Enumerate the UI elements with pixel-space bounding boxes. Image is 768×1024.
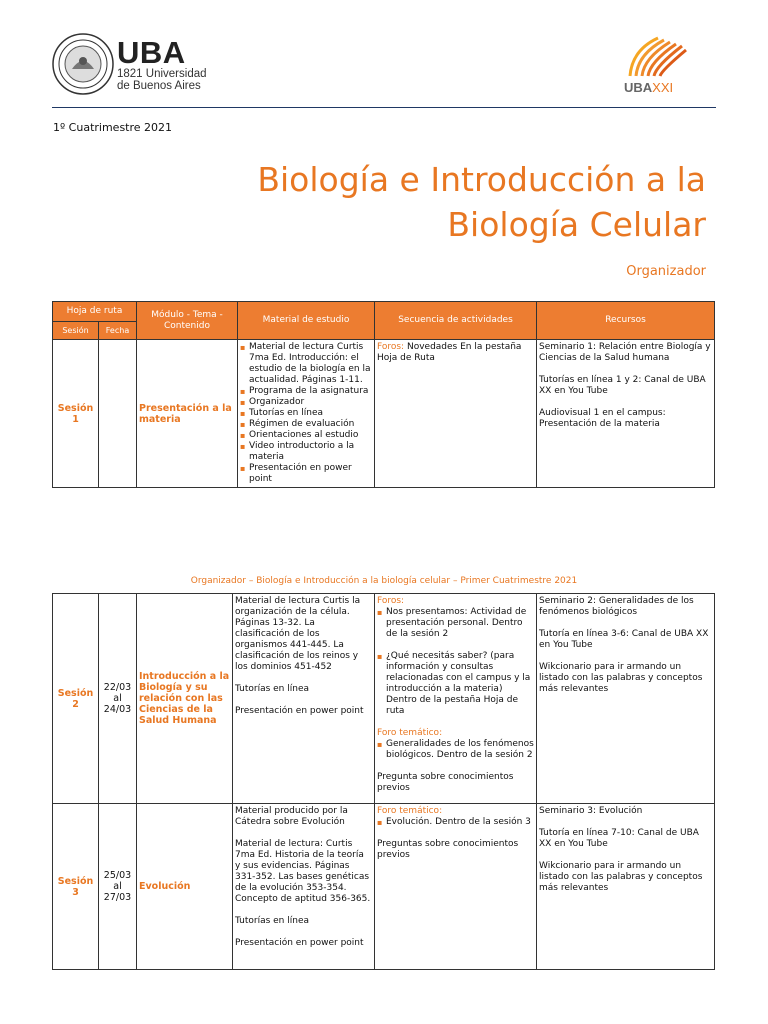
uba-seal-logo	[52, 33, 114, 95]
resource-item: Seminario 1: Relación entre Biología y Ciencias de la Salud humana	[539, 342, 711, 363]
ubaxxi-wordmark: UBAXXI	[624, 80, 674, 95]
list-item: ▪ Evolución. Dentro de la sesión 3	[386, 817, 534, 828]
date-cell: 22/03 al 24/03	[99, 594, 137, 804]
module-cell: Evolución	[137, 804, 233, 970]
table-row	[53, 594, 715, 804]
list-item: ▪ Video introductorio a la materia	[249, 441, 372, 463]
resource-item: Tutoría en línea 7-10: Canal de UBA XX en You Tube	[539, 828, 699, 849]
session-cell: Sesión 1	[53, 340, 99, 488]
resources-cell	[537, 594, 715, 804]
page-subtitle: Organizador	[626, 264, 706, 279]
table-row	[53, 804, 715, 970]
header-recursos: Recursos	[537, 302, 715, 340]
activities-cell	[375, 804, 537, 970]
material-item: Material producido por la Cátedra sobre Evolución	[235, 806, 348, 827]
material-item: Presentación en power point	[235, 938, 364, 948]
uba-line-2: de Buenos Aires	[117, 80, 201, 92]
schedule-table-1	[52, 301, 715, 488]
header-sesion: Sesión	[53, 322, 99, 340]
resource-item: Seminario 2: Generalidades de los fenómenos biológicos	[539, 596, 694, 617]
material-cell	[238, 340, 375, 488]
term-label: 1º Cuatrimestre 2021	[53, 121, 173, 134]
module-cell: Presentación a la materia	[137, 340, 238, 488]
forum-text: Novedades En la pestaña Hoja de Ruta	[377, 342, 522, 363]
forum-topic-label: Foro temático:	[377, 728, 443, 738]
date-cell: 25/03 al 27/03	[99, 804, 137, 970]
header-secuencia: Secuencia de actividades	[375, 302, 537, 340]
list-item: ▪ Organizador	[249, 397, 372, 408]
uba-name: UBA	[117, 35, 186, 70]
uba-wordmark	[117, 35, 207, 92]
session-cell: Sesión 3	[53, 804, 99, 970]
resources-cell	[537, 340, 715, 488]
resource-item: Tutoría en línea 3-6: Canal de UBA XX en You Tube	[539, 629, 709, 650]
material-cell	[233, 594, 375, 804]
list-item: ▪ ¿Qué necesitás saber? (para información y consultas relacionadas con el campus y la introducción a la materia) Dentro de la pestaña Hoja de ruta	[386, 651, 534, 717]
header-hoja-de-ruta: Hoja de ruta	[53, 302, 137, 322]
date-cell	[99, 340, 137, 488]
header-modulo: Módulo - Tema - Contenido	[137, 302, 238, 340]
forum-label: Foros:	[377, 596, 405, 606]
activities-cell	[375, 340, 537, 488]
page-title: Biología e Introducción a la Biología Celular	[257, 160, 706, 244]
header-material: Material de estudio	[238, 302, 375, 340]
schedule-table-2	[52, 593, 715, 970]
material-item: Material de lectura Curtis la organización de la célula. Páginas 13-32. La clasificación de los organismos 441-445. La clasificación de los reinos y los dominios 451-452	[235, 596, 361, 672]
list-item: ▪ Nos presentamos: Actividad de presentación personal. Dentro de la sesión 2	[386, 607, 534, 640]
forum-topic-label: Foro temático:	[377, 806, 443, 816]
table-row	[53, 340, 715, 488]
material-item: Tutorías en línea	[235, 684, 309, 694]
list-item: ▪ Programa de la asignatura	[249, 386, 372, 397]
resources-cell	[537, 804, 715, 970]
material-item: Material de lectura: Curtis 7ma Ed. Historia de la teoría y sus evidencias. Páginas 331-352. Las bases genéticas de la evolución 353-354. Concepto de aptitud 356-365.	[235, 839, 371, 904]
list-item: ▪ Presentación en power point	[249, 463, 372, 485]
list-item: ▪ Material de lectura Curtis 7ma Ed. Introducción: el estudio de la biología en la actualidad. Páginas 1-11.	[249, 342, 372, 386]
forum-label: Foros:	[377, 342, 405, 352]
list-item: ▪ Tutorías en línea	[249, 408, 372, 419]
material-item: Tutorías en línea	[235, 916, 309, 926]
question-text: Preguntas sobre conocimientos previos	[377, 839, 519, 860]
list-item: ▪ Régimen de evaluación	[249, 419, 372, 430]
header-fecha: Fecha	[99, 322, 137, 340]
resource-item: Wikcionario para ir armando un listado con las palabras y conceptos más relevantes	[539, 662, 703, 694]
header-divider	[52, 107, 716, 108]
resource-item: Audiovisual 1 en el campus: Presentación de la materia	[539, 408, 666, 429]
question-text: Pregunta sobre conocimientos previos	[377, 772, 514, 793]
module-cell: Introducción a la Biología y su relación con las Ciencias de la Salud Humana	[137, 594, 233, 804]
list-item: ▪ Orientaciones al estudio	[249, 430, 372, 441]
running-header: Organizador – Biología e Introducción a la biología celular – Primer Cuatrimestre 2021	[190, 576, 578, 586]
resource-item: Tutorías en línea 1 y 2: Canal de UBA XX en You Tube	[539, 375, 706, 396]
uba-line-1: 1821 Universidad	[117, 68, 207, 80]
session-cell: Sesión 2	[53, 594, 99, 804]
material-item: Presentación en power point	[235, 706, 364, 716]
list-item: ▪ Generalidades de los fenómenos biológicos. Dentro de la sesión 2	[386, 739, 534, 761]
activities-cell	[375, 594, 537, 804]
resource-item: Seminario 3: Evolución	[539, 806, 643, 816]
resource-item: Wikcionario para ir armando un listado con las palabras y conceptos más relevantes	[539, 861, 703, 893]
material-cell	[233, 804, 375, 970]
